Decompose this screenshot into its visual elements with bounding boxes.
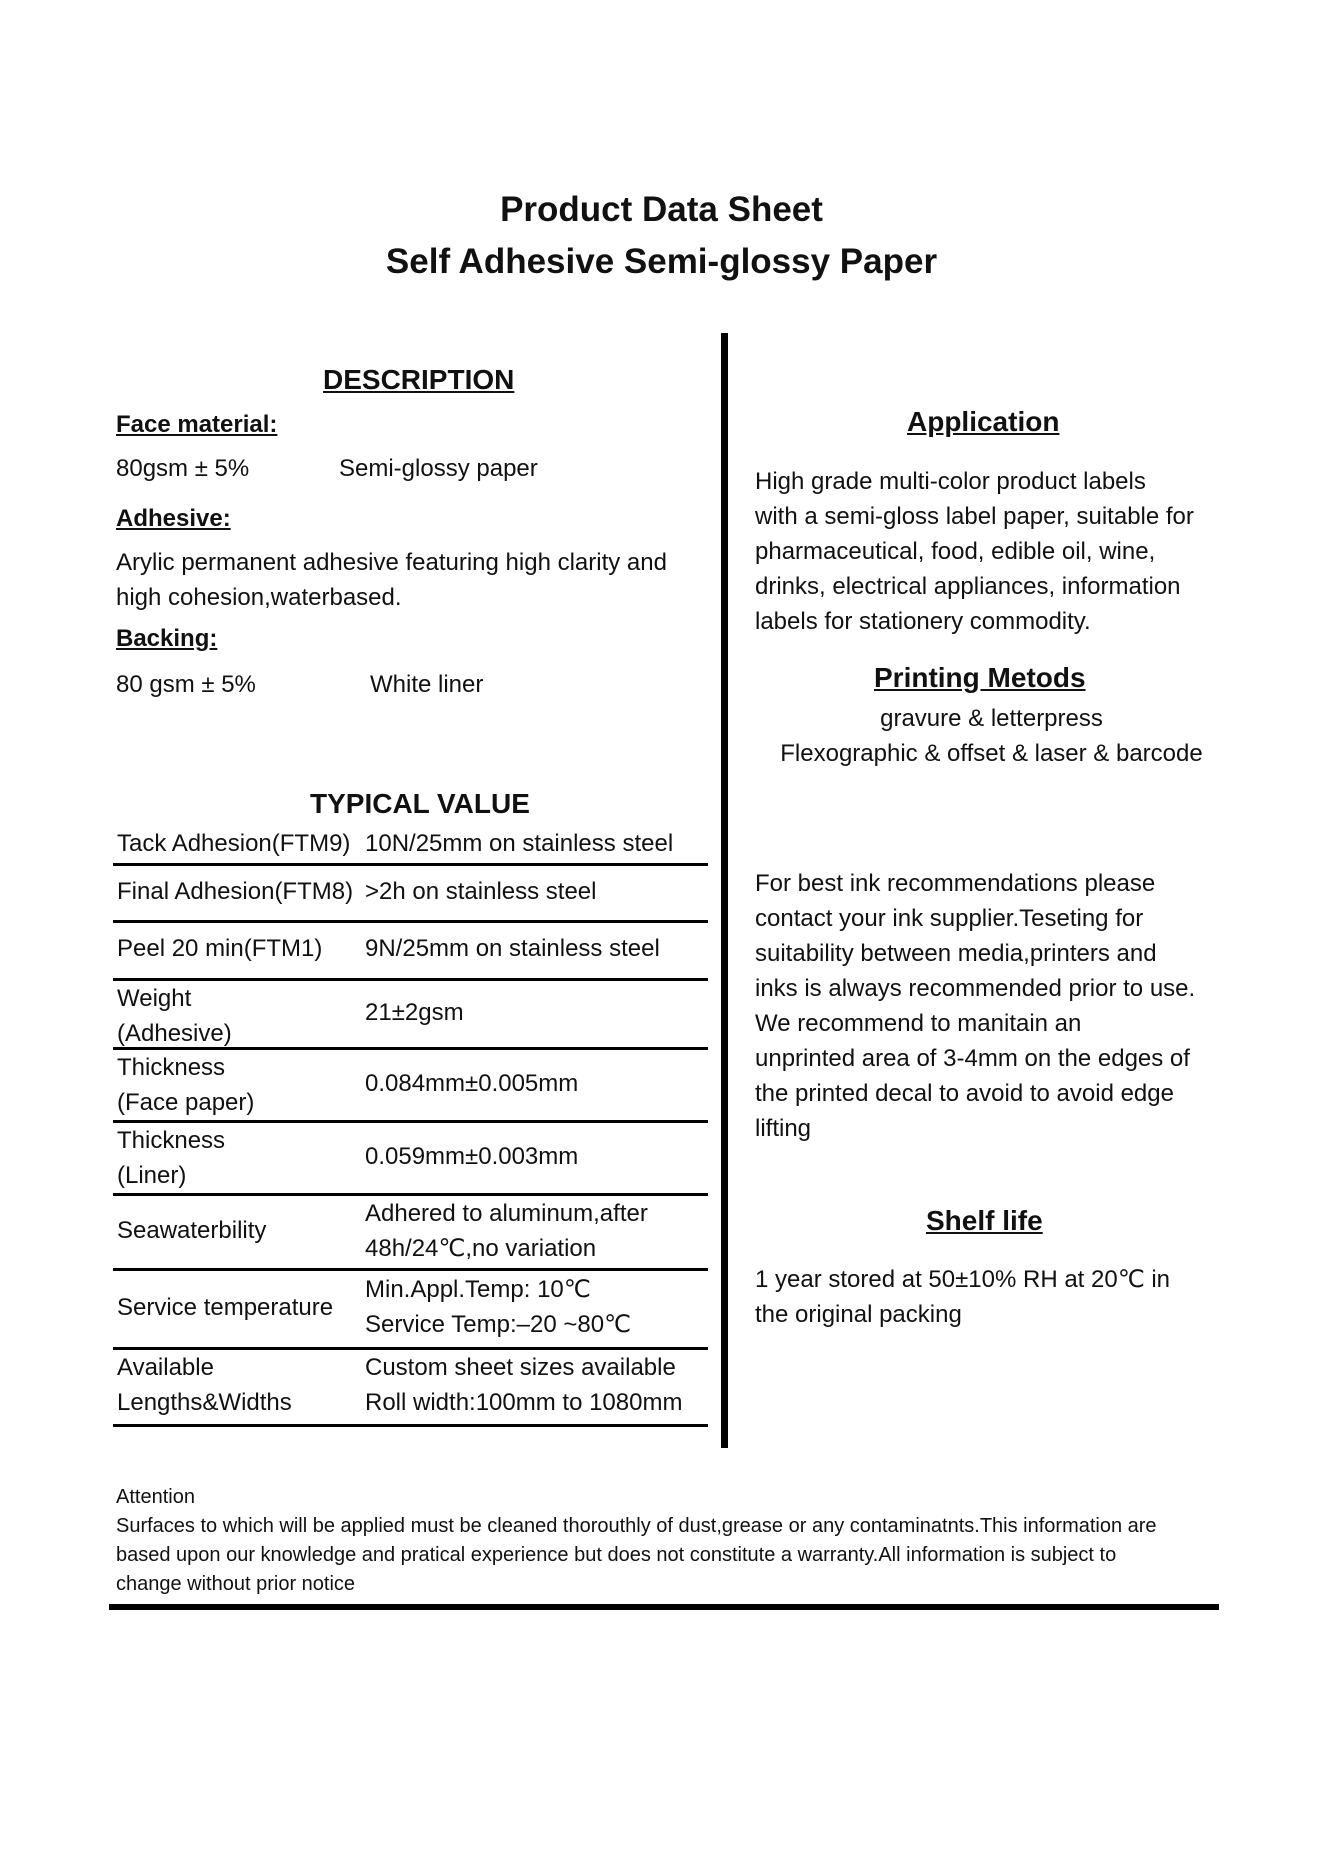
row-value-line: 9N/25mm on stainless steel bbox=[365, 935, 660, 962]
face-material-label: Face material: bbox=[116, 411, 278, 438]
shelf-life-heading: Shelf life bbox=[926, 1205, 1043, 1236]
ink-note-line-3: suitability between media,printers and bbox=[755, 940, 1157, 967]
printing-line-1: gravure & letterpress bbox=[880, 705, 1103, 732]
row-label-line: Weight bbox=[117, 985, 192, 1012]
row-value-line: Roll width:100mm to 1080mm bbox=[365, 1389, 683, 1416]
ink-note-line-5: We recommend to manitain an bbox=[755, 1010, 1082, 1037]
row-label-line: Service temperature bbox=[117, 1294, 334, 1321]
row-value bbox=[365, 874, 596, 909]
printing-line-2: Flexographic & offset & laser & barcode bbox=[780, 740, 1203, 767]
attention-line-2: based upon our knowledge and pratical experience but does not constitute a warranty.All information is subject to bbox=[116, 1544, 1117, 1566]
row-value bbox=[365, 826, 673, 861]
row-label-line: Seawaterbility bbox=[117, 1217, 267, 1244]
row-label-line: Final Adhesion(FTM8) bbox=[117, 878, 354, 905]
row-value-line: 0.084mm±0.005mm bbox=[365, 1070, 579, 1097]
table-row bbox=[113, 981, 708, 1050]
table-row bbox=[113, 1350, 708, 1427]
row-value-line: Service Temp:–20 ~80℃ bbox=[365, 1311, 631, 1338]
attention-line-3: change without prior notice bbox=[116, 1573, 356, 1595]
row-label-line: (Face paper) bbox=[117, 1089, 255, 1116]
table-row bbox=[113, 826, 708, 866]
page-subtitle: Self Adhesive Semi-glossy Paper bbox=[385, 242, 938, 281]
shelf-life-line-2: the original packing bbox=[755, 1301, 962, 1328]
row-label-line: Thickness bbox=[117, 1127, 226, 1154]
column-divider bbox=[721, 333, 728, 1448]
row-value-line: 48h/24℃,no variation bbox=[365, 1235, 597, 1262]
row-value-line: Min.Appl.Temp: 10℃ bbox=[365, 1276, 591, 1303]
ink-note-line-7: the printed decal to avoid to avoid edge bbox=[755, 1080, 1174, 1107]
adhesive-line-1: Arylic permanent adhesive featuring high clarity and bbox=[116, 549, 667, 576]
table-row bbox=[113, 1271, 708, 1350]
row-value bbox=[365, 1196, 648, 1266]
row-value-line: Adhered to aluminum,after bbox=[365, 1200, 648, 1227]
application-line-4: drinks, electrical appliances, information bbox=[755, 573, 1181, 600]
adhesive-label: Adhesive: bbox=[116, 505, 231, 532]
backing-label: Backing: bbox=[116, 625, 218, 652]
ink-note-line-4: inks is always recommended prior to use. bbox=[755, 975, 1196, 1002]
row-label bbox=[117, 1350, 292, 1420]
table-row bbox=[113, 1123, 708, 1196]
application-heading: Application bbox=[907, 406, 1060, 437]
row-label bbox=[117, 981, 232, 1051]
attention-line-1: Surfaces to which will be applied must be cleaned thorouthly of dust,grease or any contaminatnts.This information are bbox=[116, 1515, 1157, 1537]
table-row bbox=[113, 1196, 708, 1271]
row-value bbox=[365, 1139, 578, 1174]
typical-value-heading: TYPICAL VALUE bbox=[310, 788, 530, 819]
ink-note-line-8: lifting bbox=[755, 1115, 812, 1142]
description-heading: DESCRIPTION bbox=[323, 364, 515, 395]
backing-weight: 80 gsm ± 5% bbox=[116, 671, 256, 698]
row-value bbox=[365, 995, 464, 1030]
attention-label: Attention bbox=[116, 1486, 195, 1508]
row-value bbox=[365, 1350, 682, 1420]
row-label bbox=[117, 874, 353, 909]
row-value-line: Custom sheet sizes available bbox=[365, 1354, 676, 1381]
row-label bbox=[117, 826, 350, 861]
attention-notice bbox=[116, 1483, 1226, 1599]
row-label-line: Tack Adhesion(FTM9) bbox=[117, 830, 351, 857]
row-value-line: 10N/25mm on stainless steel bbox=[365, 830, 674, 857]
table-row bbox=[113, 923, 708, 981]
bottom-rule bbox=[109, 1604, 1219, 1610]
face-material-weight: 80gsm ± 5% bbox=[116, 455, 250, 482]
page-title: Product Data Sheet bbox=[500, 190, 823, 229]
row-value bbox=[365, 931, 660, 966]
shelf-life-line-1: 1 year stored at 50±10% RH at 20℃ in bbox=[755, 1266, 1171, 1293]
application-line-1: High grade multi-color product labels bbox=[755, 468, 1146, 495]
application-line-3: pharmaceutical, food, edible oil, wine, bbox=[755, 538, 1156, 565]
row-value-line: >2h on stainless steel bbox=[365, 878, 597, 905]
table-row bbox=[113, 866, 708, 923]
row-label-line: Available bbox=[117, 1354, 214, 1381]
face-material-type: Semi-glossy paper bbox=[339, 455, 538, 482]
adhesive-line-2: high cohesion,waterbased. bbox=[116, 584, 402, 611]
row-label-line: (Adhesive) bbox=[117, 1020, 232, 1047]
row-label-line: Lengths&Widths bbox=[117, 1389, 292, 1416]
row-value bbox=[365, 1272, 631, 1342]
row-value bbox=[365, 1066, 578, 1101]
row-label-line: Peel 20 min(FTM1) bbox=[117, 935, 323, 962]
ink-note-line-6: unprinted area of 3-4mm on the edges of bbox=[755, 1045, 1190, 1072]
row-label-line: Thickness bbox=[117, 1054, 226, 1081]
row-label bbox=[117, 931, 322, 966]
row-label bbox=[117, 1123, 225, 1193]
row-label bbox=[117, 1290, 333, 1325]
ink-note-line-2: contact your ink supplier.Teseting for bbox=[755, 905, 1144, 932]
application-line-5: labels for stationery commodity. bbox=[755, 608, 1091, 635]
row-label-line: (Liner) bbox=[117, 1162, 187, 1189]
row-label bbox=[117, 1213, 266, 1248]
application-line-2: with a semi-gloss label paper, suitable for bbox=[755, 503, 1194, 530]
row-value-line: 21±2gsm bbox=[365, 999, 464, 1026]
table-row bbox=[113, 1050, 708, 1123]
ink-note-line-1: For best ink recommendations please bbox=[755, 870, 1156, 897]
row-label bbox=[117, 1050, 254, 1120]
row-value-line: 0.059mm±0.003mm bbox=[365, 1143, 579, 1170]
typical-value-table bbox=[113, 826, 708, 1427]
printing-heading: Printing Metods bbox=[874, 662, 1086, 693]
backing-type: White liner bbox=[370, 671, 484, 698]
